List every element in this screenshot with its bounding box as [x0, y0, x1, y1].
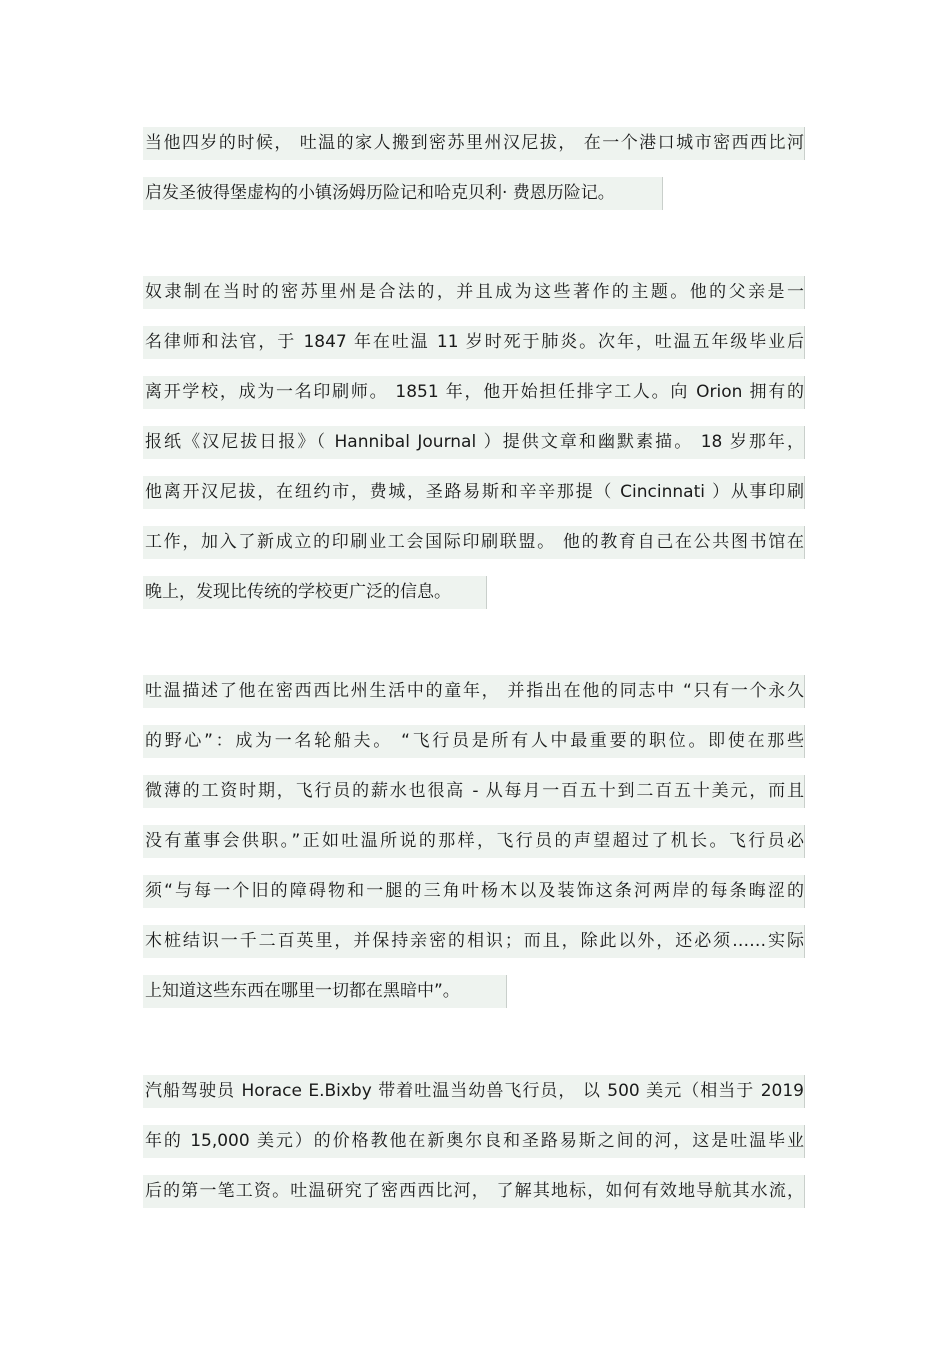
text-line: 当他四岁的时候， 吐温的家人搬到密苏里州汉尼拔， 在一个港口城市密西西比河 [143, 127, 805, 160]
text-line: 年的 15,000 美元）的价格教他在新奥尔良和圣路易斯之间的河，这是吐温毕业 [143, 1125, 805, 1158]
text-line: 名律师和法官，于 1847 年在吐温 11 岁时死于肺炎。次年，吐温五年级毕业后 [143, 326, 805, 359]
text-line: 晚上，发现比传统的学校更广泛的信息。 [143, 576, 487, 609]
text-line: 的野心”：成为一名轮船夫。 “飞行员是所有人中最重要的职位。即使在那些 [143, 725, 805, 758]
text-line: 他离开汉尼拔，在纽约市，费城，圣路易斯和辛辛那提（ Cincinnati ）从事印刷 [143, 476, 805, 509]
text-line: 吐温描述了他在密西西比州生活中的童年， 并指出在他的同志中 “只有一个永久 [143, 675, 805, 708]
text-line: 后的第一笔工资。吐温研究了密西西比河， 了解其地标，如何有效地导航其水流， [143, 1175, 805, 1208]
text-line: 报纸《汉尼拔日报》（ Hannibal Journal ）提供文章和幽默素描。 18 岁那年， [143, 426, 805, 459]
paragraph-3 [143, 675, 805, 1025]
text-line: 没有董事会供职。”正如吐温所说的那样，飞行员的声望超过了机长。飞行员必 [143, 825, 805, 858]
text-line: 工作，加入了新成立的印刷业工会国际印刷联盟。 他的教育自己在公共图书馆在 [143, 526, 805, 559]
paragraph-4 [143, 1075, 805, 1225]
text-line: 启发圣彼得堡虚构的小镇汤姆历险记和哈克贝利· 费恩历险记。 [143, 177, 663, 210]
text-line: 上知道这些东西在哪里一切都在黑暗中”。 [143, 975, 507, 1008]
paragraph-1 [143, 127, 805, 227]
text-line: 汽船驾驶员 Horace E.Bixby 带着吐温当幼兽飞行员， 以 500 美元（相当于 2019 [143, 1075, 805, 1108]
text-line: 须“与每一个旧的障碍物和一腿的三角叶杨木以及装饰这条河两岸的每条晦涩的 [143, 875, 805, 908]
text-line: 木桩结识一千二百英里，并保持亲密的相识；而且，除此以外，还必须……实际 [143, 925, 805, 958]
text-line: 离开学校，成为一名印刷师。 1851 年，他开始担任排字工人。向 Orion 拥有的 [143, 376, 805, 409]
text-line: 奴隶制在当时的密苏里州是合法的，并且成为这些著作的主题。他的父亲是一 [143, 276, 805, 309]
text-line: 微薄的工资时期，飞行员的薪水也很高 - 从每月一百五十到二百五十美元，而且 [143, 775, 805, 808]
paragraph-2 [143, 276, 805, 626]
